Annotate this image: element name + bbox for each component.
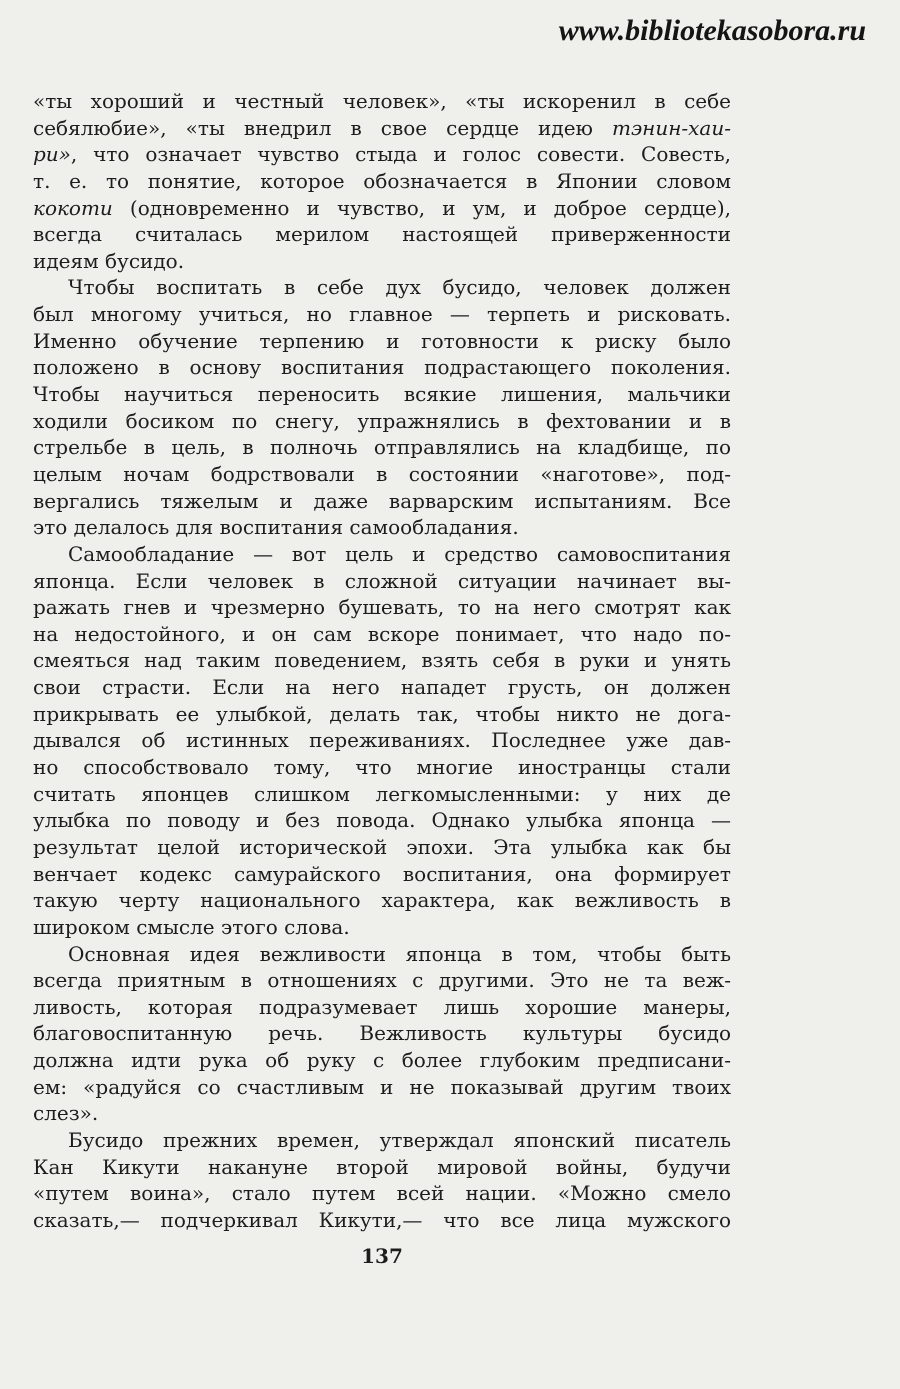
text-line: на недостойного, и он сам вскоре понимает, что надо по- [33,621,731,646]
text-line: свои страсти. Если на него нападет грусть, он должен [33,675,731,700]
text-line: Кан Кикути накануне второй мировой войны, будучи [33,1154,731,1179]
text-line: сказать,— подчеркивал Кикути,— что все лица мужского [33,1207,731,1232]
paragraph [33,541,731,941]
text-line: благовоспитанную речь. Вежливость культуры бусидо [33,1021,731,1046]
text-line: ходили босиком по снегу, упражнялись в фехтовании и в [33,408,731,433]
text-line: дывался об истинных переживаниях. Последнее уже дав- [33,728,731,753]
italic-term: тэнин-хаи- [612,115,731,140]
text-line [33,195,731,222]
paragraph [33,1127,731,1234]
text-line: ражать гнев и чрезмерно бушевать, то на него смотрят как [33,595,731,620]
text-line: такую черту национального характера, как вежливость в [33,888,731,913]
text-line: ем: «радуйся со счастливым и не показывай другим твоих [33,1074,731,1099]
text-line: вергались тяжелым и даже варварским испытаниям. Все [33,488,731,513]
text-line: Основная идея вежливости японца в том, чтобы быть [68,941,731,966]
paragraph [33,88,731,274]
text-line [33,141,731,168]
italic-term: ри» [33,142,71,167]
text-line: венчает кодекс самурайского воспитания, она формирует [33,861,731,886]
text-line: стрельбе в цель, в полночь отправлялись на кладбище, по [33,435,731,460]
text-line: т. е. то понятие, которое обозначается в Японии словом [33,168,731,193]
site-watermark: www.bibliotekasobora.ru [558,14,866,47]
text-line: должна идти рука об руку с более глубоким предписани- [33,1048,731,1073]
text-line: слез». [33,1101,99,1126]
paragraph [33,274,731,540]
text-line: Чтобы научиться переносить всякие лишения, мальчики [33,382,731,407]
text-line: это делалось для воспитания самообладания. [33,515,519,540]
text-line: улыбка по поводу и без повода. Однако улыбка японца — [33,808,731,833]
text-line: «ты хороший и честный человек», «ты искоренил в себе [33,89,731,113]
text-line: был многому учиться, но главное — терпеть и рисковать. [33,302,731,327]
text-line: Именно обучение терпению и готовности к риску было [33,328,731,353]
text-line: «путем воина», стало путем всей нации. «Можно смело [33,1181,731,1206]
text-line: всегда считалась мерилом настоящей приверженности [33,222,731,247]
text-line: результат целой исторической эпохи. Эта улыбка как бы [33,834,731,859]
text-segment: (одновременно и чувство, и ум, и доброе сердце), [112,195,731,220]
paragraph [33,941,731,1127]
text-line: считать японцев слишком легкомысленными: у них де [33,781,731,806]
text-line: Самообладание — вот цель и средство самовоспитания [68,541,731,566]
page-body [33,88,731,1234]
text-line: японца. Если человек в сложной ситуации начинает вы- [33,568,731,593]
text-segment: себялюбие», «ты внедрил в свое сердце идею [33,115,612,140]
text-line: ливость, которая подразумевает лишь хорошие манеры, [33,994,731,1019]
text-line: положено в основу воспитания подрастающего поколения. [33,355,731,380]
text-line [33,115,731,142]
text-line: но способствовало тому, что многие иностранцы стали [33,755,731,780]
text-segment: , что означает чувство стыда и голос совести. Совесть, [70,142,731,167]
italic-term: кокоти [33,195,113,220]
text-line: Бусидо прежних времен, утверждал японский писатель [68,1127,731,1152]
text-line: широком смысле этого слова. [33,914,350,939]
page-number: 137 [361,1244,403,1268]
text-line: всегда приятным в отношениях с другими. Это не та веж- [33,968,731,993]
text-line: смеяться над таким поведением, взять себя в руки и унять [33,648,731,673]
text-line: прикрывать ее улыбкой, делать так, чтобы никто не дога- [33,701,731,726]
text-line: Чтобы воспитать в себе дух бусидо, человек должен [68,275,731,300]
text-line: идеям бусидо. [33,248,185,273]
text-line: целым ночам бодрствовали в состоянии «наготове», под- [33,461,731,486]
